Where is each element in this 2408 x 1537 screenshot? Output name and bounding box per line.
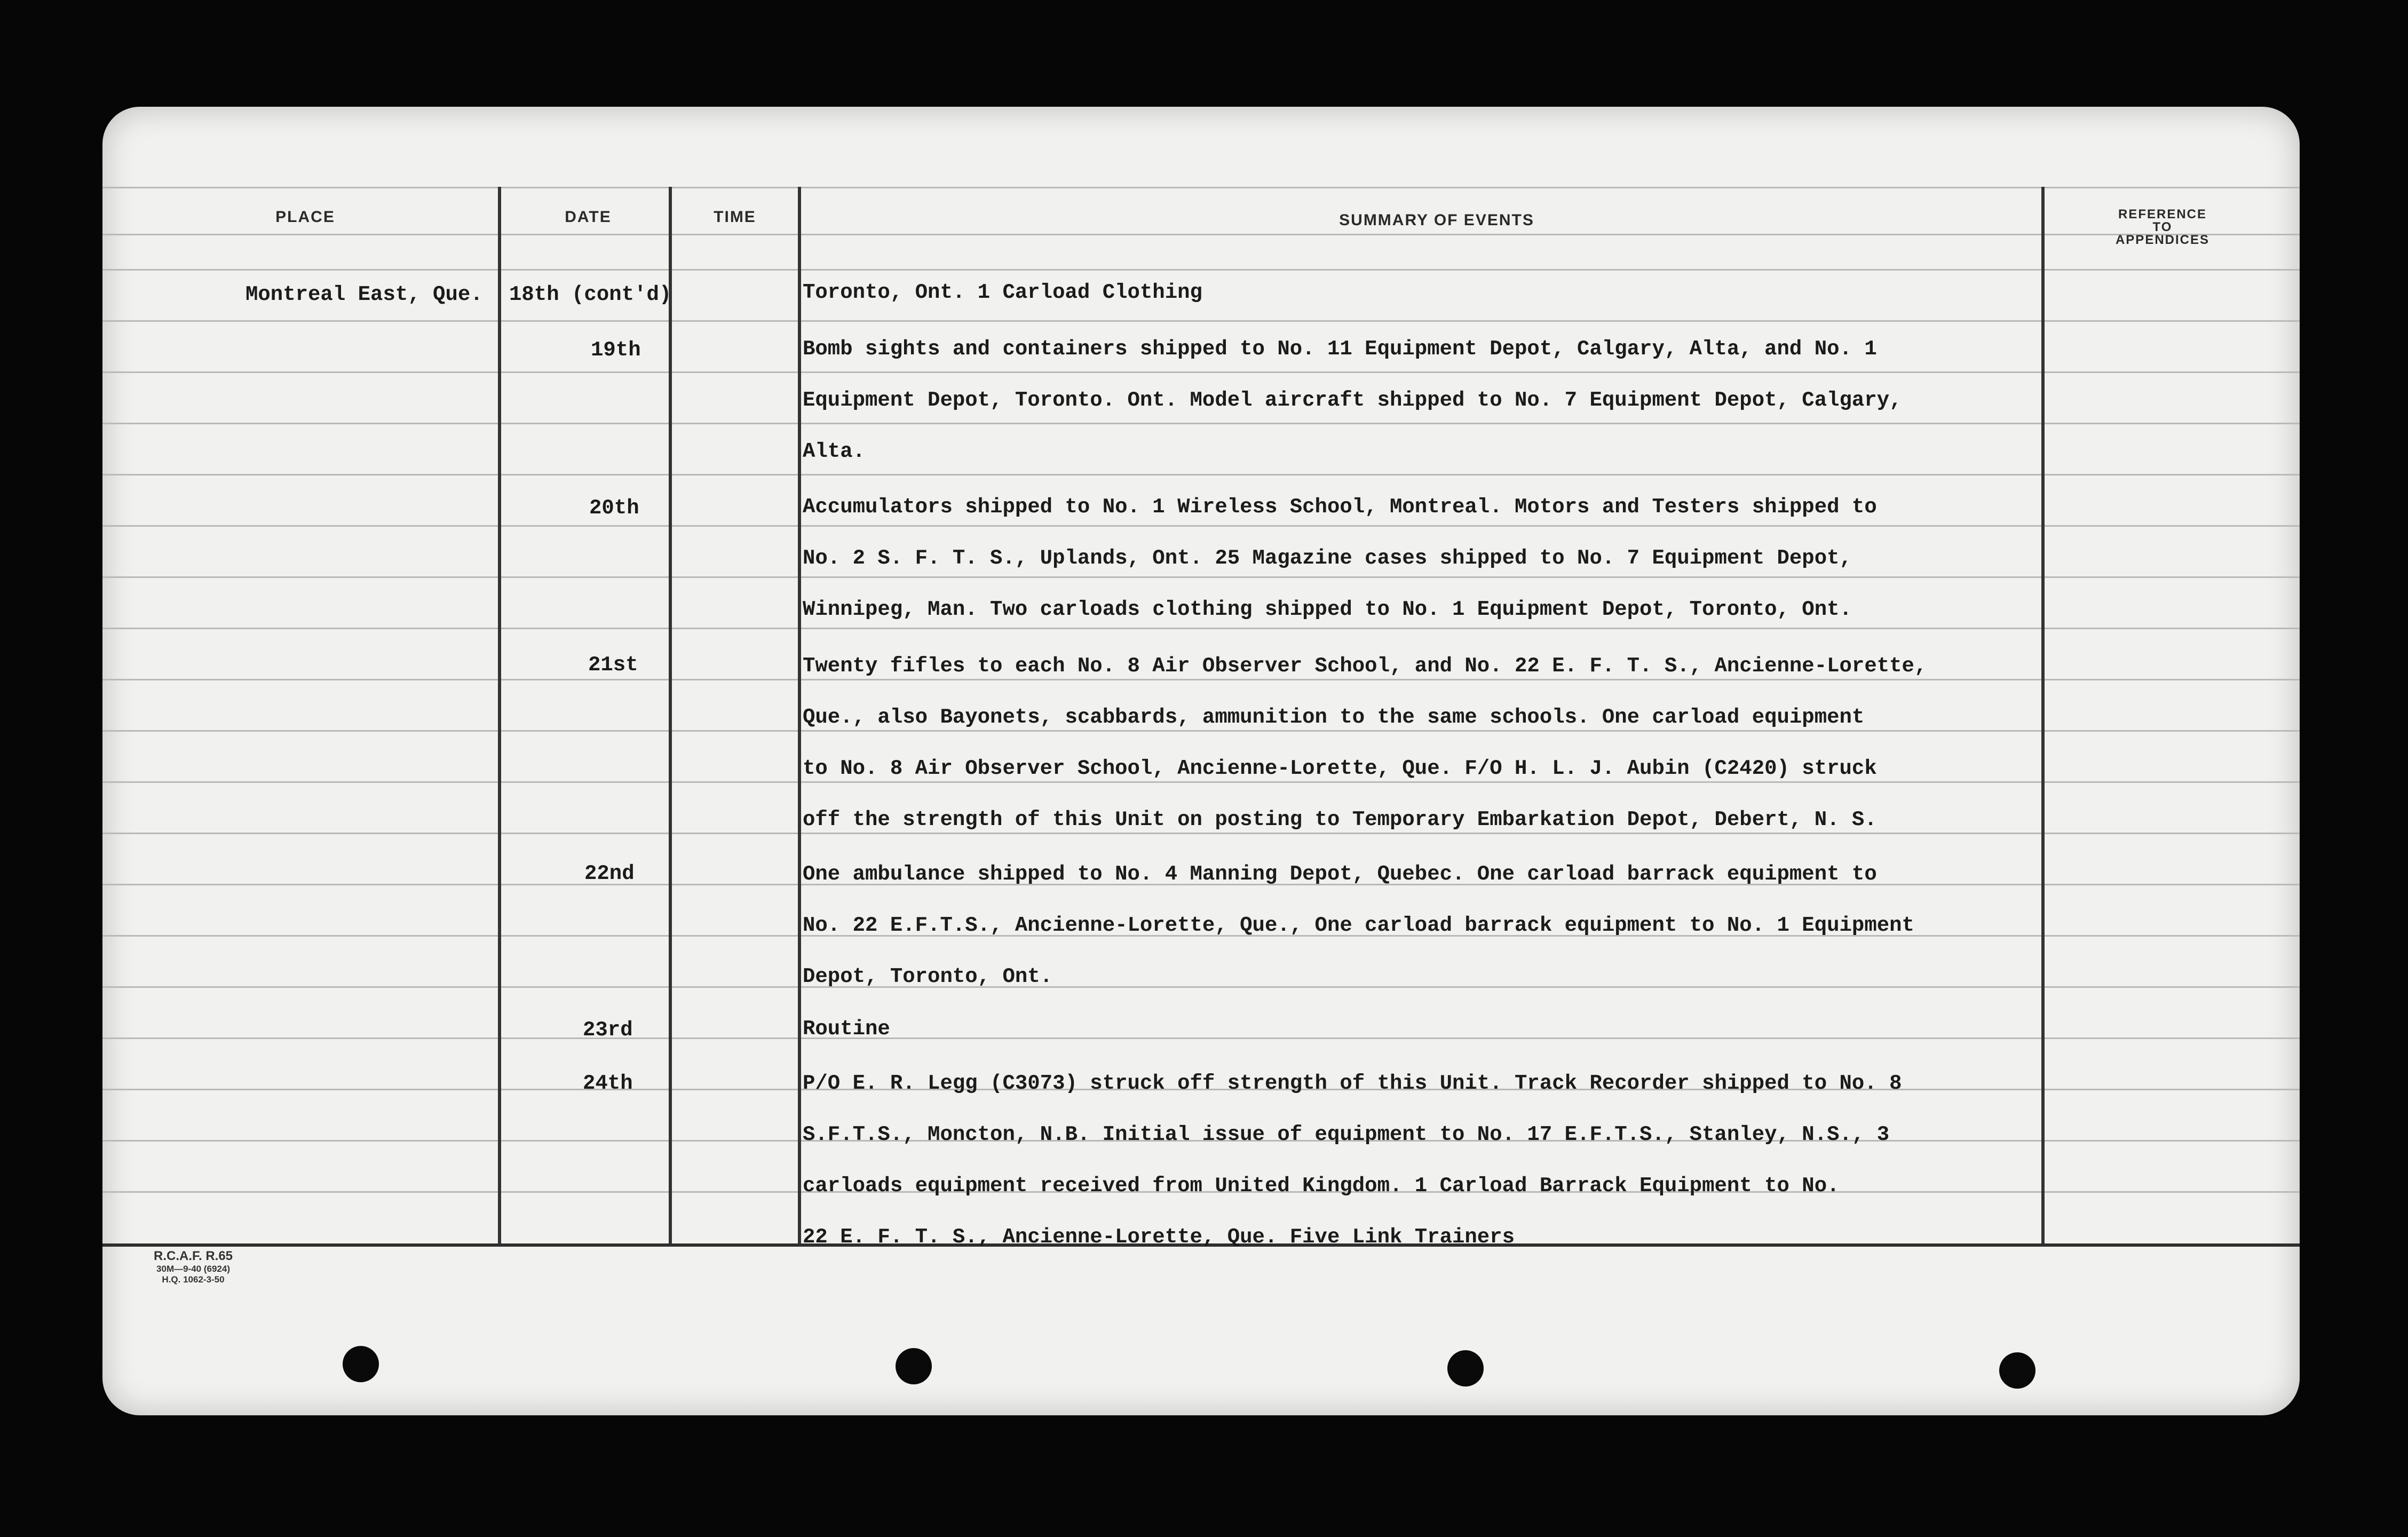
- summary-line: to No. 8 Air Observer School, Ancienne-Lorette, Que. F/O H. L. J. Aubin (C2420) struck: [803, 757, 1877, 780]
- summary-line: Equipment Depot, Toronto. Ont. Model aircraft shipped to No. 7 Equipment Depot, Calgary,: [803, 389, 1902, 412]
- entry-date-24th: 24th: [583, 1072, 633, 1095]
- heading-summary: SUMMARY OF EVENTS: [1339, 211, 1534, 229]
- summary-line: Alta.: [803, 440, 866, 463]
- entry-summary-24th: [803, 1058, 2126, 1263]
- heading-reference: [2056, 208, 2269, 247]
- form-print-code: 30M—9-40 (6924): [156, 1264, 230, 1274]
- entry-date-23rd: 23rd: [583, 1018, 633, 1042]
- summary-line: Routine: [803, 1017, 890, 1041]
- summary-line: S.F.T.S., Moncton, N.B. Initial issue of equipment to No. 17 E.F.T.S., Stanley, N.S., 3: [803, 1123, 1890, 1146]
- divider-date-time: [669, 187, 672, 1243]
- entry-summary-19th: [803, 323, 2126, 477]
- form-identifier: [154, 1249, 233, 1285]
- summary-line: No. 22 E.F.T.S., Ancienne-Lorette, Que., One carload barrack equipment to No. 1 Equipment: [803, 914, 1914, 937]
- entry-date-21st: 21st: [588, 653, 638, 677]
- summary-line: Toronto, Ont. 1 Carload Clothing: [803, 281, 1202, 304]
- form-number: R.C.A.F. R.65: [154, 1249, 233, 1263]
- summary-line: Accumulators shipped to No. 1 Wireless School, Montreal. Motors and Testers shipped to: [803, 495, 1877, 519]
- summary-line: P/O E. R. Legg (C3073) struck off strength of this Unit. Track Recorder shipped to No. 8: [803, 1072, 1902, 1095]
- binder-hole: [343, 1346, 379, 1382]
- entry-summary-22nd: [803, 849, 2126, 1002]
- summary-line: carloads equipment received from United Kingdom. 1 Carload Barrack Equipment to No.: [803, 1174, 1840, 1198]
- entry-summary-23rd: [803, 1003, 2126, 1055]
- entry-summary-18th: [803, 267, 2126, 318]
- summary-line: Bomb sights and containers shipped to No. 11 Equipment Depot, Calgary, Alta, and No. 1: [803, 337, 1877, 361]
- entry-date-18th: 18th (cont'd): [509, 283, 672, 306]
- war-diary-form: [102, 107, 2300, 1415]
- entry-date-22nd: 22nd: [584, 862, 635, 885]
- entry-date-19th: 19th: [591, 338, 641, 362]
- heading-time: TIME: [714, 208, 756, 226]
- heading-reference-line1: REFERENCE: [2118, 207, 2207, 221]
- summary-line: off the strength of this Unit on posting to Temporary Embarkation Depot, Debert, N. S.: [803, 808, 1877, 831]
- form-hq-code: H.Q. 1062-3-50: [162, 1274, 225, 1285]
- entry-summary-20th: [803, 481, 2126, 635]
- entry-date-20th: 20th: [589, 496, 639, 520]
- entry-place: Montreal East, Que.: [245, 283, 483, 306]
- heading-place: PLACE: [275, 208, 335, 226]
- summary-line: One ambulance shipped to No. 4 Manning Depot, Quebec. One carload barrack equipment to: [803, 862, 1877, 886]
- heading-reference-line3: APPENDICES: [2115, 233, 2210, 247]
- heading-date: DATE: [565, 208, 612, 226]
- binder-hole: [1999, 1352, 2035, 1389]
- summary-line: Twenty fifles to each No. 8 Air Observer School, and No. 22 E. F. T. S., Ancienne-Lorette,: [803, 654, 1927, 678]
- binder-hole: [896, 1348, 932, 1384]
- summary-line: Winnipeg, Man. Two carloads clothing shipped to No. 1 Equipment Depot, Toronto, Ont.: [803, 598, 1852, 621]
- entry-summary-21st: [803, 640, 2126, 845]
- summary-line: No. 2 S. F. T. S., Uplands, Ont. 25 Magazine cases shipped to No. 7 Equipment Depot,: [803, 546, 1852, 570]
- summary-line: 22 E. F. T. S., Ancienne-Lorette, Que. Five Link Trainers: [803, 1225, 1515, 1249]
- summary-line: Que., also Bayonets, scabbards, ammunition to the same schools. One carload equipment: [803, 706, 1865, 729]
- divider-time-summary: [798, 187, 801, 1243]
- summary-line: Depot, Toronto, Ont.: [803, 965, 1053, 988]
- divider-place-date: [498, 187, 501, 1243]
- binder-hole: [1447, 1350, 1484, 1387]
- heading-reference-line2: TO: [2152, 220, 2173, 234]
